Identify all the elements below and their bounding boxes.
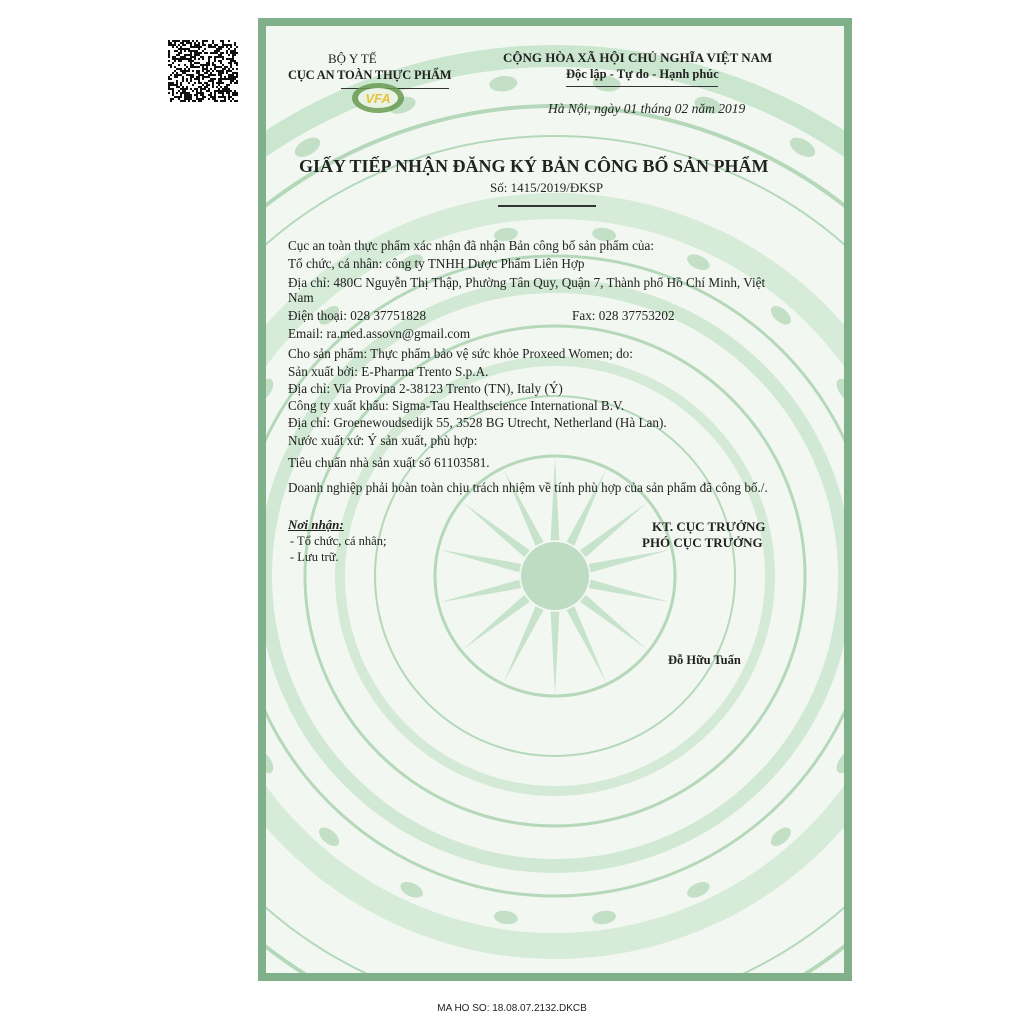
signer-title-2: PHÓ CỤC TRƯỞNG	[642, 535, 763, 550]
exporter-address: Địa chỉ: Groenewoudsedijk 55, 3528 BG Utrecht, Netherland (Hà Lan).	[288, 415, 667, 430]
recipient-item: - Lưu trữ.	[290, 550, 339, 564]
ministry-name: BỘ Y TẾ	[328, 51, 377, 66]
exporter: Công ty xuất khẩu: Sigma-Tau Healthscience International B.V.	[288, 398, 625, 413]
responsibility-statement: Doanh nghiệp phải hoàn toàn chịu trách nhiệm về tính phù hợp của sản phẩm đã công bố./.	[288, 480, 768, 495]
certificate-frame	[258, 18, 852, 981]
email: Email: ra.med.assovn@gmail.com	[288, 326, 471, 341]
fax: Fax: 028 37753202	[572, 308, 675, 323]
certificate-paper	[266, 26, 844, 973]
organization-address: Địa chỉ: 480C Nguyễn Thị Thập, Phường Tân Quy, Quận 7, Thành phố Hồ Chí Minh, Việt	[288, 275, 766, 290]
document-number: Số: 1415/2019/ĐKSP	[490, 180, 604, 195]
origin: Nước xuất xứ: Ý sản xuất, phù hợp:	[288, 433, 478, 448]
manufacturer: Sản xuất bởi: E-Pharma Trento S.p.A.	[288, 364, 489, 379]
intro-text: Cục an toàn thực phẩm xác nhận đã nhận Bản công bố sản phẩm của:	[288, 238, 655, 253]
organization-address-cont: Nam	[288, 290, 314, 305]
document-title: GIẤY TIẾP NHẬN ĐĂNG KÝ BẢN CÔNG BỐ SẢN PHẨM	[299, 156, 769, 176]
agency-name: CỤC AN TOÀN THỰC PHẨM	[288, 68, 452, 82]
motto: Độc lập - Tự do - Hạnh phúc	[566, 67, 719, 81]
organization: Tổ chức, cá nhân: công ty TNHH Dược Phẩm Liên Hợp	[288, 256, 585, 271]
vfa-logo	[348, 76, 408, 116]
qr-code	[168, 40, 238, 102]
recipients-label: Nơi nhận:	[288, 517, 344, 532]
vfa-logo-text: VFA	[365, 91, 391, 106]
dossier-code: MA HO SO: 18.08.07.2132.DKCB	[437, 1003, 587, 1014]
signer-name: Đỗ Hữu Tuấn	[668, 653, 741, 667]
country-name: CỘNG HÒA XÃ HỘI CHỦ NGHĨA VIỆT NAM	[503, 50, 773, 65]
issue-date: Hà Nội, ngày 01 tháng 02 năm 2019	[548, 101, 746, 116]
phone: Điện thoại: 028 37751828	[288, 308, 427, 323]
standard: Tiêu chuẩn nhà sản xuất số 61103581.	[288, 455, 490, 470]
signer-title-1: KT. CỤC TRƯỞNG	[652, 519, 766, 534]
recipient-item: - Tổ chức, cá nhân;	[290, 534, 387, 548]
product: Cho sản phẩm: Thực phẩm bảo vệ sức khỏe Proxeed Women; do:	[288, 346, 633, 361]
manufacturer-address: Địa chỉ: Via Provina 2-38123 Trento (TN), Italy (Ý)	[288, 381, 563, 396]
